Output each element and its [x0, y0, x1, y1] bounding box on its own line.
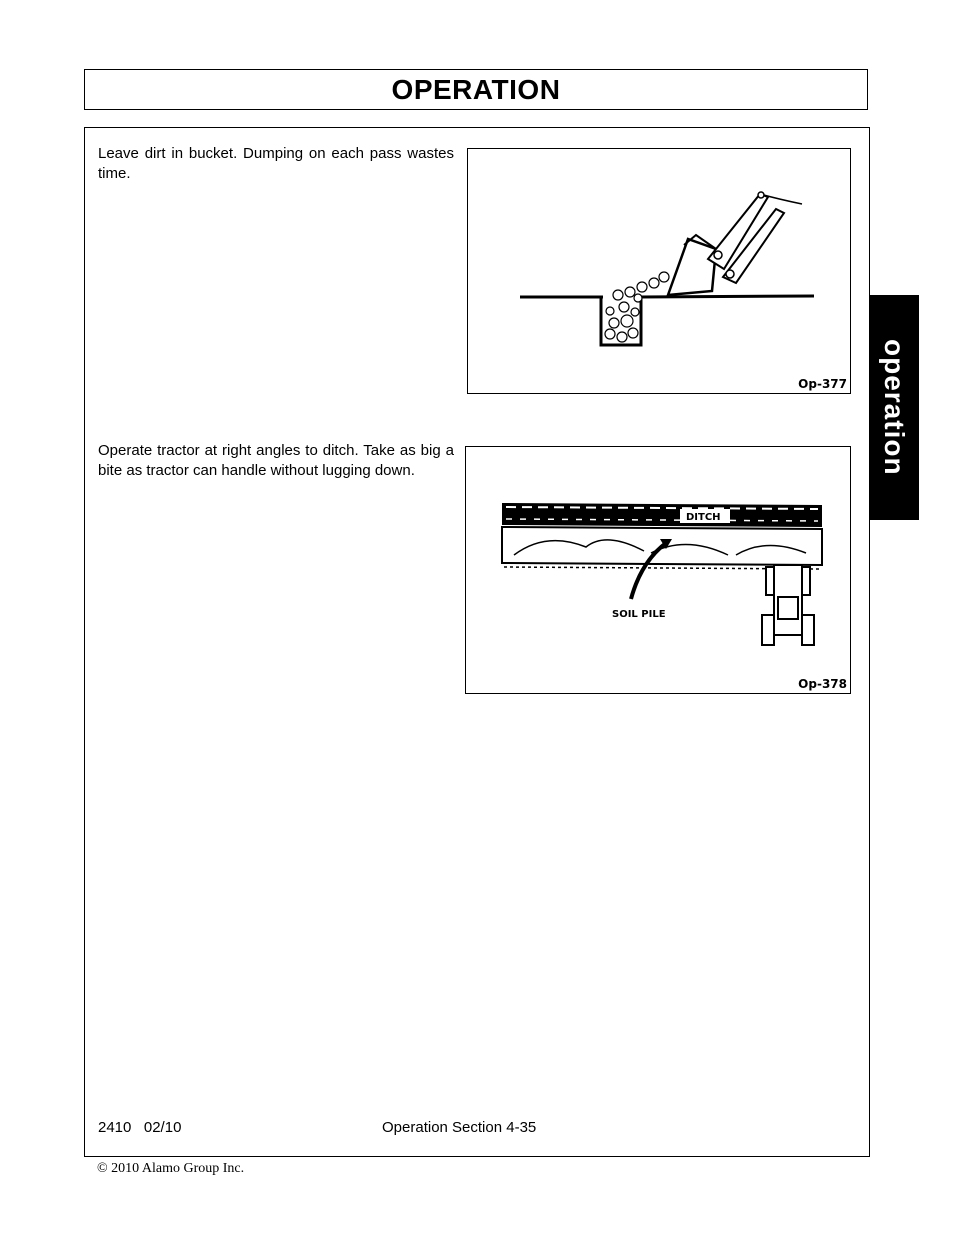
figure-label: Op-377 [798, 377, 847, 391]
soil-pile-label: SOIL PILE [612, 609, 666, 620]
instruction-text-2: Operate tractor at right angles to ditch. Take as big a bite as tractor can handle without lugging down. [98, 442, 454, 479]
figure-op-378 [465, 446, 851, 694]
instruction-text-1: Leave dirt in bucket. Dumping on each pass wastes time. [98, 145, 454, 182]
header-box [84, 69, 868, 110]
ditch-label: DITCH [686, 512, 721, 523]
footer-section: Operation Section 4-35 [382, 1119, 537, 1136]
ditch-topview-illustration [466, 447, 852, 695]
footer-model-date: 2410 02/10 [98, 1119, 182, 1136]
copyright: © 2010 Alamo Group Inc. [97, 1161, 245, 1176]
page-title: OPERATION [391, 73, 561, 105]
figure-label: Op-378 [798, 677, 847, 691]
figure-op-377 [467, 148, 851, 394]
bucket-trench-illustration [468, 149, 852, 395]
side-tab-label: operation [879, 339, 910, 476]
side-section-tab [869, 295, 919, 520]
